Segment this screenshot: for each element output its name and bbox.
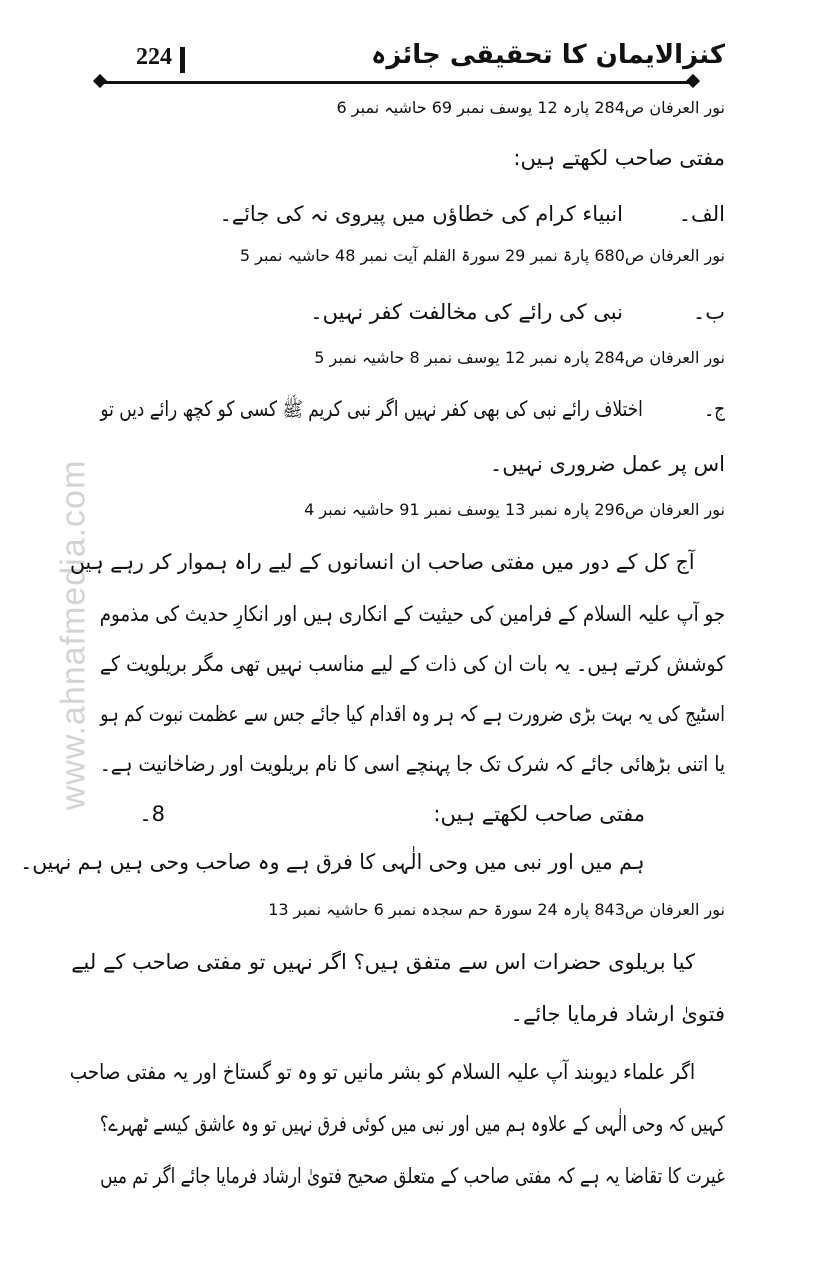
text-line: مفتی صاحب لکھتے ہیں: xyxy=(513,146,725,170)
watermark: www.ahnafmedia.com xyxy=(54,459,93,811)
page-number: 224 xyxy=(136,44,172,70)
rule-diamond-left xyxy=(93,74,107,88)
reference-line: نور العرفان ص296 پارہ نمبر 13 یوسف نمبر 91 حاشیہ نمبر 4 xyxy=(304,500,725,519)
item-8-label: 8۔ xyxy=(139,802,165,826)
paragraph-line: اگر علماء دیوبند آپ علیہ السلام کو بشر مانیں تو وہ تو گستاخ اور یہ مفتی صاحب xyxy=(69,1060,695,1084)
item-text: اختلاف رائے نبی کی بھی کفر نہیں اگر نبی کریم ﷺ کسی کو کچھ رائے دیں تو xyxy=(100,397,643,421)
paragraph-line: کوشش کرتے ہیں۔ یہ بات ان کی ذات کے لیے مناسب نہیں تھی مگر بریلویت کے xyxy=(99,652,725,676)
paragraph-line: کیا بریلوی حضرات اس سے متفق ہیں؟ اگر نہیں تو مفتی صاحب کے لیے xyxy=(71,950,695,974)
reference-line: نور العرفان ص284 پارہ نمبر 12 یوسف نمبر 8 حاشیہ نمبر 5 xyxy=(314,348,725,367)
list-item-bay xyxy=(310,300,725,324)
item-label: ب۔ xyxy=(692,300,725,324)
header-rule xyxy=(100,81,692,84)
book-title: کنزالایمان کا تحقیقی جائزہ xyxy=(371,40,725,70)
reference-line: نور العرفان ص680 پارۃ نمبر 29 سورۃ القلم آیت نمبر 48 حاشیہ نمبر 5 xyxy=(239,246,725,265)
item-text: نبی کی رائے کی مخالفت کفر نہیں۔ xyxy=(310,300,623,324)
list-item-jeem xyxy=(100,396,725,427)
paragraph-line: فتویٰ ارشاد فرمایا جائے۔ xyxy=(510,1002,725,1026)
text-line: اس پر عمل ضروری نہیں۔ xyxy=(489,452,725,476)
list-item-alif xyxy=(219,202,725,226)
paragraph-line: آج کل کے دور میں مفتی صاحب ان انسانوں کے لیے راہ ہموار کر رہے ہیں xyxy=(70,550,695,574)
rule-diamond-right xyxy=(686,74,700,88)
paragraph-line: جو آپ علیہ السلام کے فرامین کی حیثیت کے انکاری ہیں اور انکارِ حدیث کی مذموم xyxy=(99,602,725,626)
reference-line: نور العرفان ص843 پارہ 24 سورۃ حم سجدہ نمبر 6 حاشیہ نمبر 13 xyxy=(268,900,725,919)
item-label: الف۔ xyxy=(678,202,725,226)
paragraph-line: غیرت کا تقاضا یہ ہے کہ مفتی صاحب کے متعلق صحیح فتویٰ ارشاد فرمایا جائے اگر تم میں xyxy=(100,1164,725,1188)
quote-line: ہم میں اور نبی میں وحی الٰہی کا فرق ہے وہ صاحب وحی ہیں ہم نہیں۔ xyxy=(20,850,645,874)
item-text: انبیاء کرام کی خطاؤں میں پیروی نہ کی جائے۔ xyxy=(219,202,623,226)
header-separator-bar xyxy=(180,47,185,73)
item-8-heading: مفتی صاحب لکھتے ہیں: xyxy=(433,802,645,826)
item-label: ج۔ xyxy=(704,397,725,421)
paragraph-line: یا اتنی بڑھائی جائے کہ شرک تک جا پہنچے اسی کا نام بریلویت اور رضاخانیت ہے۔ xyxy=(99,752,725,776)
paragraph-line: کہیں کہ وحی الٰہی کے علاوہ ہم میں اور نبی میں کوئی فرق نہیں تو وہ عاشق کیسے ٹھہرے؟ xyxy=(100,1112,725,1136)
paragraph-line: اسٹیج کی یہ بہت بڑی ضرورت ہے کہ ہر وہ اقدام کیا جائے جس سے عظمت نبوت کم ہو xyxy=(100,702,725,726)
reference-line: نور العرفان ص284 پارہ 12 یوسف نمبر 69 حاشیہ نمبر 6 xyxy=(336,98,725,117)
